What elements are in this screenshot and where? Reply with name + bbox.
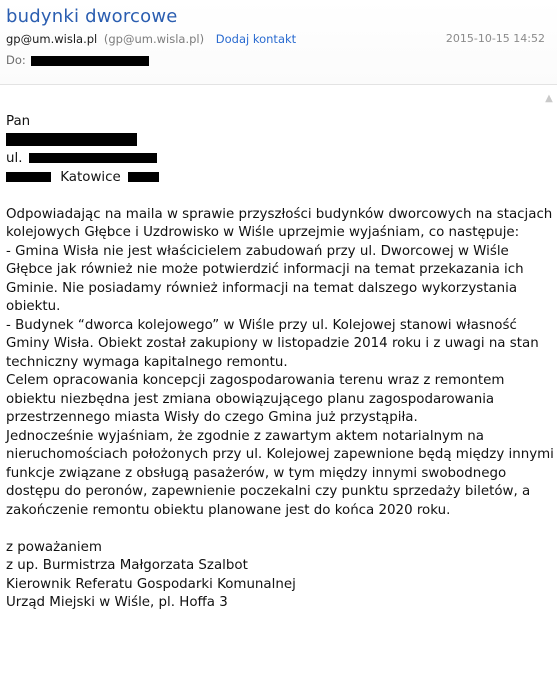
- city: Katowice: [60, 169, 121, 185]
- body-line: nieruchomościach położonych przy ul. Kolejowej zapewnione będą między innymi: [6, 447, 554, 462]
- body-line: Celem opracowania koncepcji zagospodarowania terenu wraz z remontem: [6, 373, 505, 388]
- redacted-recipient: [31, 56, 149, 66]
- add-contact-link[interactable]: Dodaj kontakt: [215, 32, 297, 46]
- body-line: - Gmina Wisła nie jest właścicielem zabudowań przy ul. Dworcowej w Wiśle: [6, 243, 509, 259]
- recipient-row: [6, 53, 149, 67]
- redacted-name-line: [6, 132, 546, 151]
- redacted-postal-code: [6, 172, 51, 182]
- address-street-line: [6, 150, 546, 169]
- body-line: przestrzennego miasta Wisły do czego Gmina już przystąpiła.: [6, 410, 418, 425]
- body-line: Głębce jak również nie może potwierdzić informacji na temat przekazania ich: [6, 262, 524, 277]
- redacted-street: [29, 153, 157, 163]
- body-line: - Budynek “dworca kolejowego” w Wiśle przy ul. Kolejowej stanowi własność: [6, 317, 517, 333]
- body-line: Odpowiadając na maila w sprawie przyszłości budynków dworcowych na stacjach: [6, 206, 553, 222]
- email-subject: budynki dworcowe: [6, 6, 178, 27]
- to-label: Do:: [6, 53, 26, 67]
- body-line: Jednocześnie wyjaśniam, że zgodnie z zawartym aktem notarialnym na: [6, 428, 484, 444]
- salutation: Pan: [6, 114, 31, 129]
- address-city-line: [6, 169, 546, 188]
- signature-line: Urząd Miejski w Wiśle, pl. Hoffa 3: [6, 595, 228, 610]
- body-line: techniczny wymaga kapitalnego remontu.: [6, 354, 288, 370]
- signature-line: z up. Burmistrza Małgorzata Szalbot: [6, 558, 248, 573]
- email-date: 2015-10-15 14:52: [445, 32, 545, 45]
- redacted-name: [6, 133, 137, 146]
- body-line: obiektu.: [6, 299, 61, 314]
- email-body: [6, 113, 554, 613]
- email-header: [0, 0, 557, 85]
- sender-row: [6, 32, 296, 46]
- sender-name[interactable]: gp@um.wisla.pl: [6, 32, 98, 46]
- body-line: Gminie. Nie posiadamy również informacji na temat dalszego wykorzystania: [6, 280, 518, 296]
- body-line: funkcje związane z obsługą pasażerów, w tym między innymi swobodnego: [6, 465, 507, 481]
- body-line: zakończenie remontu obiektu planowane jest do końca 2020 roku.: [6, 502, 451, 518]
- body-line: kolejowych Głębce i Uzdrowisko w Wiśle uprzejmie wyjaśniam, co następuje:: [6, 225, 520, 240]
- street-prefix: ul.: [6, 151, 23, 166]
- sender-address: (gp@um.wisla.pl): [103, 32, 205, 46]
- body-line: obiektu niezbędna jest zmiana obowiązującego planu zagospodarowania: [6, 391, 495, 407]
- redacted-postal-detail: [128, 172, 159, 182]
- signature-line: Kierownik Referatu Gospodarki Komunalnej: [6, 576, 296, 592]
- body-line: Gminy Wisła. Obiekt został zakupiony w listopadzie 2014 roku i z uwagi na stan: [6, 336, 539, 351]
- body-line: dostępu do peronów, zapewnienie poczekalni czy punktu sprzedaży biletów, a: [6, 484, 531, 499]
- signature-line: z poważaniem: [6, 539, 102, 555]
- scroll-up-arrow-icon[interactable]: ▲: [545, 93, 553, 104]
